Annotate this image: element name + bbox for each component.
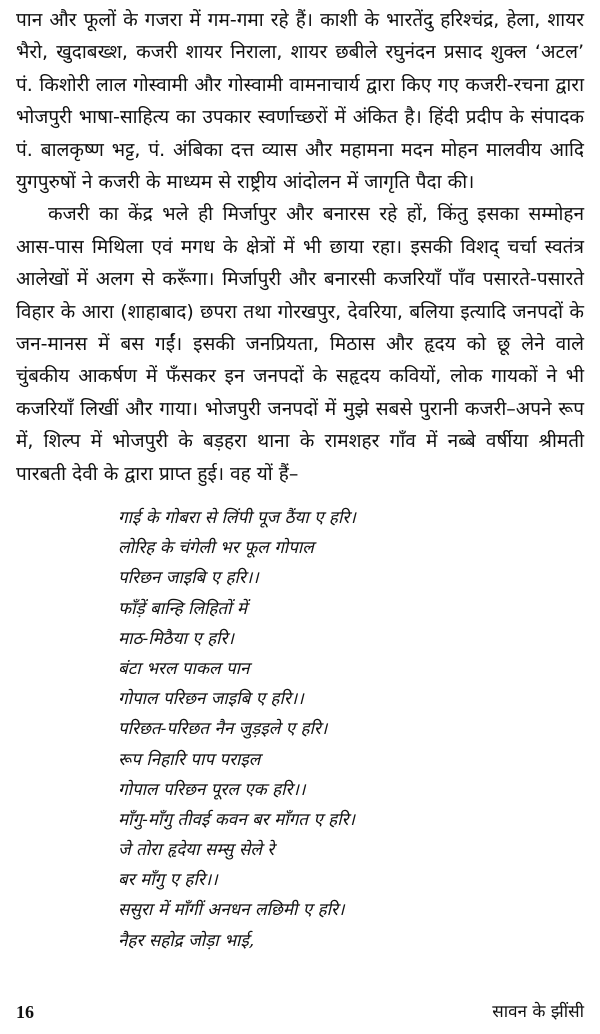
verse-line: गोपाल परिछन पूरल एक हरि।। xyxy=(118,779,306,800)
verse-line: जे तोरा हृदेया सम्सु सेले रे xyxy=(118,840,275,861)
verse-line: गाई के गोबरा से लिंपी पूज ठैंया ए हरि। xyxy=(118,508,356,528)
verse-line: गोपाल परिछन जाइबि ए हरि।। xyxy=(118,689,304,710)
running-title: सावन के झींसी xyxy=(492,1002,584,1022)
paragraph-2: कजरी का केंद्र भले ही मिर्जापुर और बनारस रहे हों, किंतु इसका सम्मोहन आस-पास मिथिला एवं मगध के क्षेत्रों में भी छाया रहा। इसकी विशद् चर्चा स्वतंत्र आलेखों में अलग से करूँगा। मिर्जापुरी और बनारसी कजरियाँ पाँव पसारते-पसारते विहार के आरा (शाहाबाद) छपरा तथा गोरखपुर, देवरिया, बलिया इत्यादि जनपदों के जन-मानस में बस गईं। इसकी जनप्रियता, मिठास और हृदय को छू लेने वाले चुंबकीय आकर्षण में फँसकर इन जनपदों के सहृदय कवियों, लोक गायकों ने भी कजरियाँ लिखीं और गाया। भोजपुरी जनपदों में मुझे सबसे पुरानी कजरी–अपने रूप में, शिल्प में भोजपुरी के बड़हरा थाना के रामशहर गाँव में नब्बे वर्षीया श्रीमती पारबती देवी के द्वारा प्राप्त हुई। वह यों हैं– xyxy=(16,203,584,485)
page-number: 16 xyxy=(16,1002,34,1022)
verse-line: माँगु-माँगु तीवई कवन बर माँगत ए हरि। xyxy=(118,809,355,830)
kajari-verse xyxy=(118,503,588,956)
verse-line: रूप निहारि पाप पराइल xyxy=(118,749,261,770)
verse-line: लोरिह के चंगेली भर फूल गोपाल xyxy=(118,538,314,559)
paragraph-1: पान और फूलों के गजरा में गम-गमा रहे हैं। काशी के भारतेंदु हरिश्चंद्र, हेला, शायर भैरो, खुदाबख्श, कजरी शायर निराला, शायर छबीले रघुनंदन प्रसाद शुक्ल ‘अटल’ पं. किशोरी लाल गोस्वामी और गोस्वामी वामनाचार्य द्वारा किए गए कजरी-रचना द्वारा भोजपुरी भाषा-साहित्य का उपकार स्वर्णाच्छरों में अंकित है। हिंदी प्रदीप के संपादक पं. बालकृष्ण भट्ट, पं. अंबिका दत्त व्यास और महामना मदन मोहन मालवीय आदि युगपुरुषों ने कजरी के माध्यम से राष्ट्रीय आंदोलन में जागृति पैदा की। xyxy=(16,9,584,194)
verse-line: परिछत-परिछत नैन जुड़इले ए हरि। xyxy=(118,719,328,740)
verse-line: बर माँगु ए हरि।। xyxy=(118,870,218,891)
verse-line: नैहर सहोद्र जोड़ा भाई, xyxy=(118,930,255,951)
page-footer xyxy=(16,998,584,1026)
verse-line: फाँड़ें बान्हि लिहितों में xyxy=(118,598,248,619)
verse-line: माठ-मिठैया ए हरि। xyxy=(118,628,234,649)
verse-line: परिछन जाइबि ए हरि।। xyxy=(118,568,259,589)
verse-line: बंटा भरल पाकल पान xyxy=(118,658,250,679)
body-text xyxy=(16,4,584,490)
verse-line: ससुरा में माँगीं अनधन लछिमी ए हरि। xyxy=(118,900,345,921)
